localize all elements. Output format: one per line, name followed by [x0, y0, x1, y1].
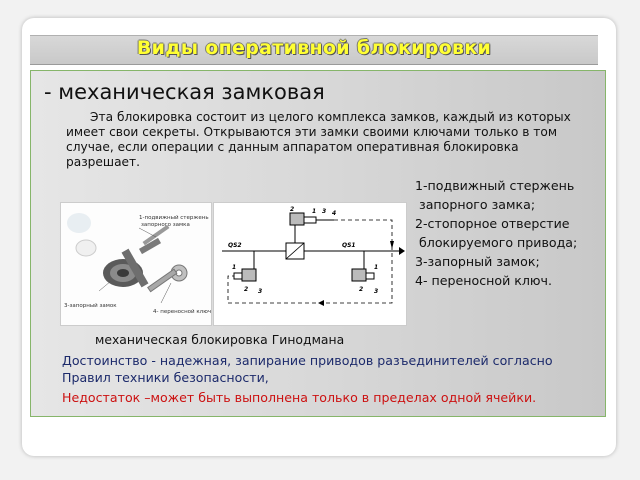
legend-list	[415, 176, 577, 290]
schematic-diagram	[213, 202, 407, 326]
diagram-label: 3	[374, 288, 379, 295]
figure-caption: механическая блокировка Гинодмана	[95, 332, 345, 347]
advantage-text: Достоинство - надежная, запирание приводов разъединителей согласно Правил техники безопасности,	[62, 353, 553, 385]
photo-label-rod-2: запорного замка	[141, 222, 190, 228]
subtitle: - механическая замковая	[44, 80, 325, 104]
diagram-label-qs1: QS1	[342, 242, 356, 249]
diagram-label: 3	[322, 208, 327, 215]
diagram-label: 1	[312, 208, 317, 215]
diagram-label: 2	[359, 286, 364, 293]
lock-photo-illustration	[61, 203, 211, 325]
diagram-label-qs2: QS2	[228, 242, 242, 249]
diagram-label: 2	[244, 286, 249, 293]
legend-item: 4- переносной ключ.	[415, 273, 552, 288]
diagram-label: 1	[374, 264, 379, 271]
diagram-label: 1	[232, 264, 237, 271]
slide-title: Виды оперативной блокировки	[136, 37, 492, 59]
lock-photo	[60, 202, 212, 326]
title-bar	[30, 35, 598, 65]
legend-item: запорного замка;	[415, 197, 536, 212]
description-paragraph: Эта блокировка состоит из целого комплекса замков, каждый из которых имеет свои секреты. Открываются эти замки своими ключами только в том случае, если операции с данным аппаратом оперативная блокировка разрешает.	[66, 110, 571, 169]
schematic-illustration	[214, 203, 406, 325]
diagram-label: 4	[332, 210, 337, 217]
legend-item: блокируемого привода;	[415, 235, 578, 250]
photo-label-key: 4- переносной ключ	[153, 309, 211, 315]
legend-item: 3-запорный замок;	[415, 254, 540, 269]
diagram-label: 2	[290, 206, 295, 213]
diagram-label: 3	[258, 288, 263, 295]
photo-label-lock: 3-запорный замок	[64, 303, 117, 309]
photo-label-rod: 1-подвижный стержень	[139, 215, 209, 221]
disadvantage-text: Недостаток –может быть выполнена только в пределах одной ячейки.	[62, 390, 537, 405]
legend-item: 1-подвижный стержень	[415, 178, 575, 193]
legend-item: 2-стопорное отверстие	[415, 216, 570, 231]
